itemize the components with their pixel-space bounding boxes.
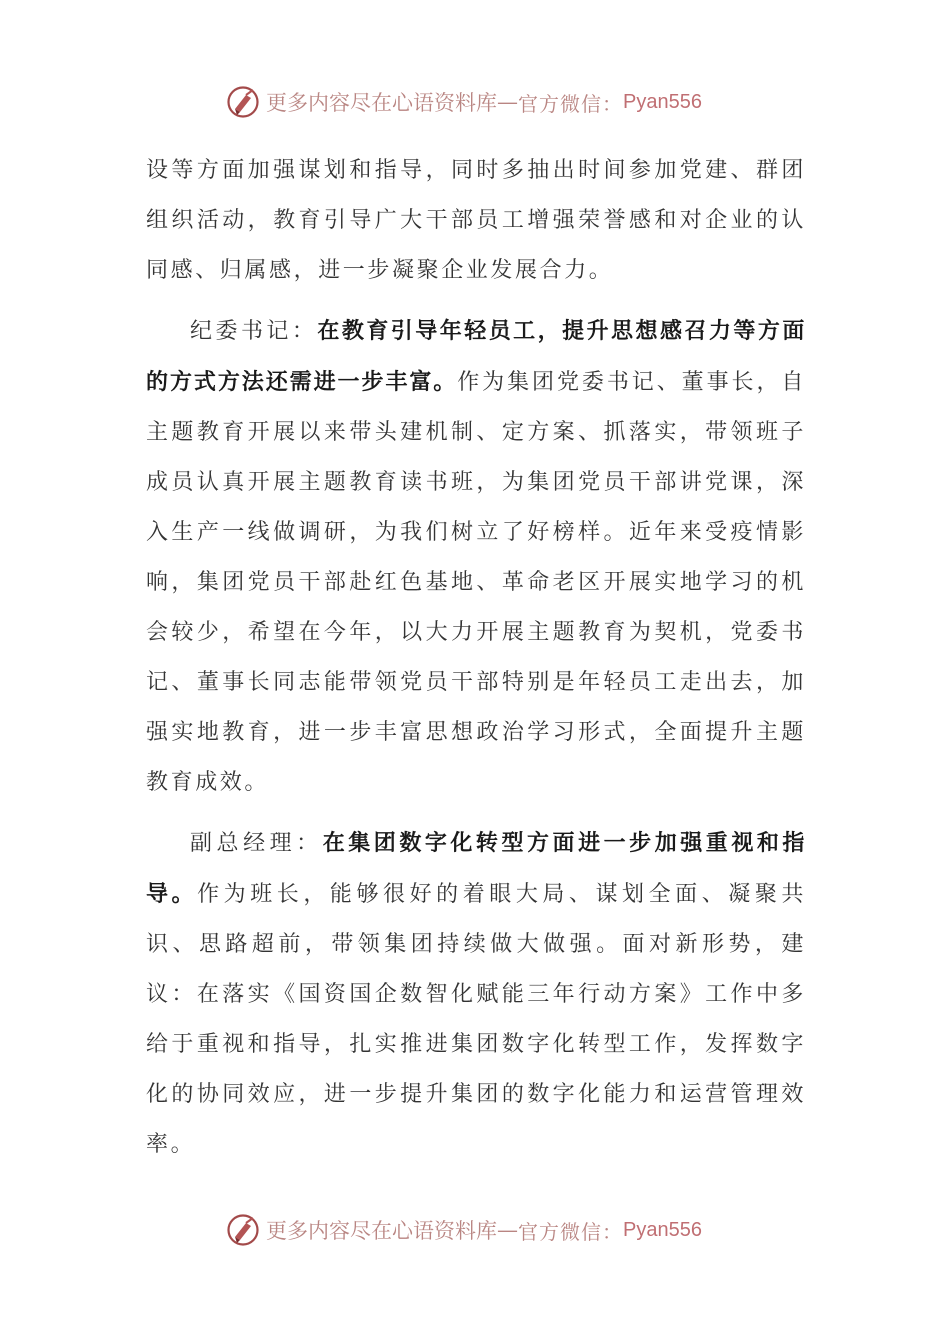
pen-nib-logo-icon (226, 85, 260, 119)
watermark-contact-id: Pyan556 (623, 1218, 702, 1241)
header-watermark (0, 82, 950, 122)
paragraph-body: 设等方面加强谋划和指导，同时多抽出时间参加党建、群团组织活动，教育引导广大干部员工增强荣誉感和对企业的认同感、归属感，进一步凝聚企业发展合力。 (146, 158, 806, 283)
paragraph-highlight: 在教育引导年轻员工，提升思想感召力等方面的方式方法还需进一步丰富。 (146, 318, 806, 395)
paragraph-body: 作为班长，能够很好的着眼大局、谋划全面、凝聚共识、思路超前，带领集团持续做大做强。面对新形势，建议：在落实《国资国企数智化赋能三年行动方案》工作中多给于重视和指导，扎实推进集团数字化转型工作，发挥数字化的协同效应，进一步提升集团的数字化能力和运营管理效率。 (146, 882, 806, 1157)
paragraph-highlight: 在集团数字化转型方面进一步加强重视和指导。 (146, 830, 806, 907)
speaker-label: 纪委书记： (190, 319, 318, 344)
footer-watermark (0, 1210, 950, 1250)
watermark-dash: — (497, 1218, 518, 1242)
watermark-contact-label: 官方微信： (518, 1219, 623, 1244)
paragraph-continuation (146, 146, 806, 296)
watermark-title: 更多内容尽在心语资料库 (266, 1219, 497, 1243)
paragraph-deputy-manager (146, 818, 806, 1170)
watermark-dash: — (497, 90, 518, 114)
paragraph-body: 作为集团党委书记、董事长，自主题教育开展以来带头建机制、定方案、抓落实，带领班子成员认真开展主题教育读书班，为集团党员干部讲党课，深入生产一线做调研，为我们树立了好榜样。近年来受疫情影响，集团党员干部赴红色基地、革命老区开展实地学习的机会较少，希望在今年，以大力开展主题教育为契机，党委书记、董事长同志能带领党员干部特别是年轻员工走出去，加强实地教育，进一步丰富思想政治学习形式，全面提升主题教育成效。 (146, 370, 806, 795)
paragraph-discipline-secretary (146, 306, 806, 808)
document-body (146, 146, 806, 1170)
watermark-contact-id: Pyan556 (623, 90, 702, 113)
speaker-label: 副总经理： (190, 831, 323, 856)
watermark-contact-label: 官方微信： (518, 91, 623, 116)
watermark-title: 更多内容尽在心语资料库 (266, 91, 497, 115)
pen-nib-logo-icon (226, 1213, 260, 1247)
